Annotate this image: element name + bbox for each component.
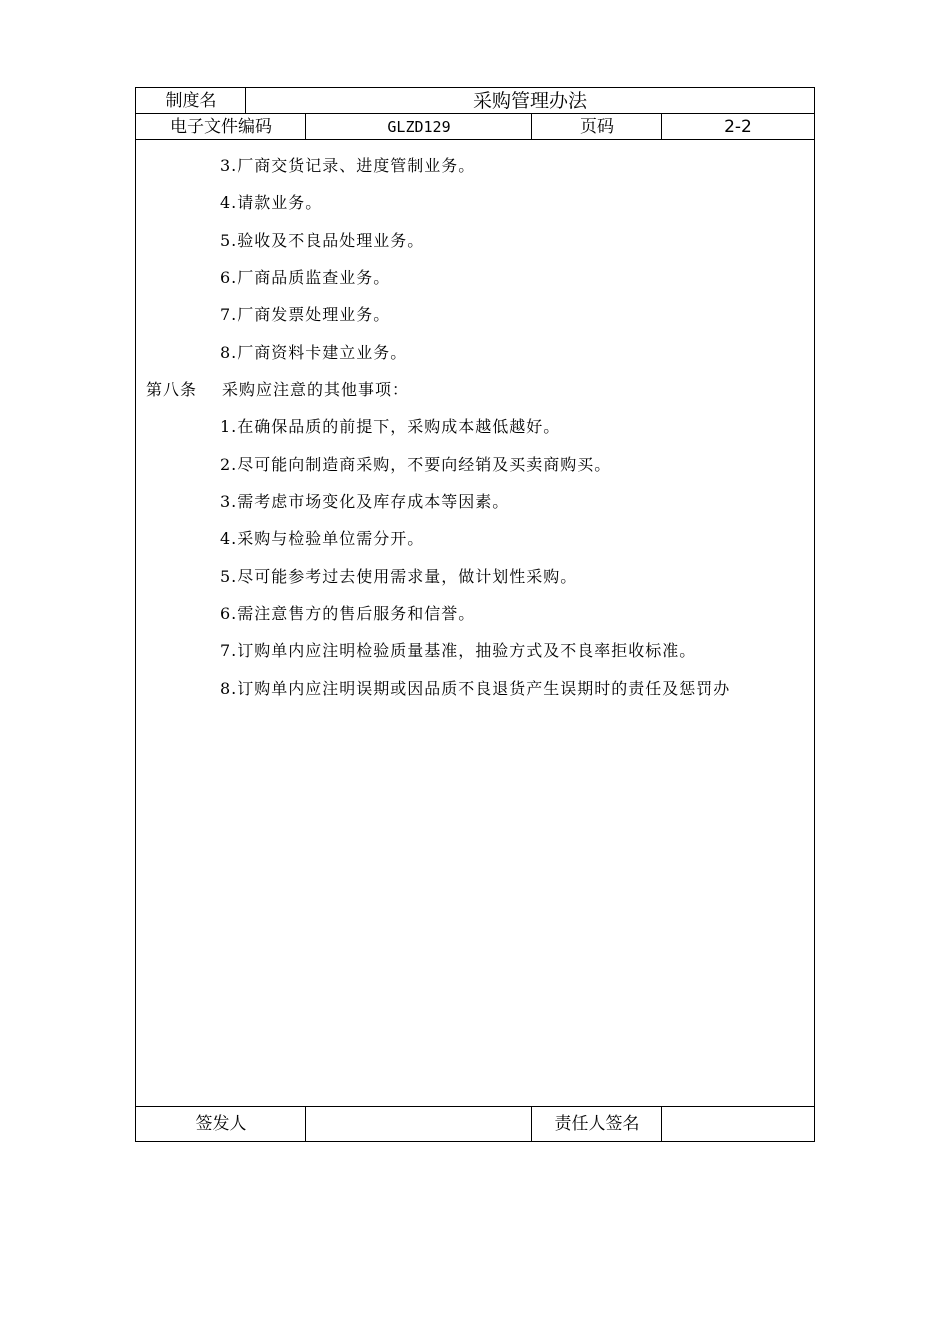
document-table [135, 87, 815, 1142]
article-heading [146, 382, 409, 398]
list-item: 1.在确保品质的前提下，采购成本越低越好。 [220, 417, 561, 436]
list-item: 7.订购单内应注明检验质量基准，抽验方式及不良率拒收标准。 [220, 641, 697, 660]
header-code-label: 电子文件编码 [170, 116, 272, 137]
list-item: 6.厂商品质监查业务。 [220, 268, 391, 287]
issuer-signature-field[interactable] [306, 1107, 532, 1141]
list-item: 2.尽可能向制造商采购，不要向经销及买卖商购买。 [220, 455, 612, 474]
list-item: 7.厂商发票处理业务。 [220, 305, 391, 324]
list-item: 4.请款业务。 [220, 193, 323, 212]
list-item: 5.验收及不良品处理业务。 [220, 231, 425, 250]
list-item: 8.订购单内应注明误期或因品质不良退货产生误期时的责任及惩罚办 [220, 679, 731, 698]
list-item: 8.厂商资料卡建立业务。 [220, 343, 408, 362]
header-page-value: 2-2 [724, 116, 752, 137]
list-item: 6.需注意售方的售后服务和信誉。 [220, 604, 476, 623]
column-divider [531, 114, 532, 140]
header-name-label: 制度名 [165, 90, 217, 111]
header-page-label: 页码 [580, 116, 614, 137]
issuer-label: 签发人 [195, 1113, 247, 1134]
list-item: 3.厂商交货记录、进度管制业务。 [220, 156, 476, 175]
responsible-label: 责任人签名 [554, 1113, 640, 1134]
list-item: 5.尽可能参考过去使用需求量，做计划性采购。 [220, 567, 578, 586]
document-title: 采购管理办法 [472, 89, 587, 112]
column-divider [661, 114, 662, 140]
document-body [136, 140, 814, 1106]
article-title: 采购应注意的其他事项： [222, 380, 410, 399]
column-divider [245, 88, 246, 114]
column-divider [305, 114, 306, 140]
row-divider [136, 113, 814, 114]
list-item: 3.需考虑市场变化及库存成本等因素。 [220, 492, 510, 511]
responsible-signature-field[interactable] [662, 1107, 814, 1141]
header-code-value: GLZD129 [387, 117, 451, 136]
article-number: 第八条 [146, 380, 198, 399]
list-item: 4.采购与检验单位需分开。 [220, 529, 425, 548]
